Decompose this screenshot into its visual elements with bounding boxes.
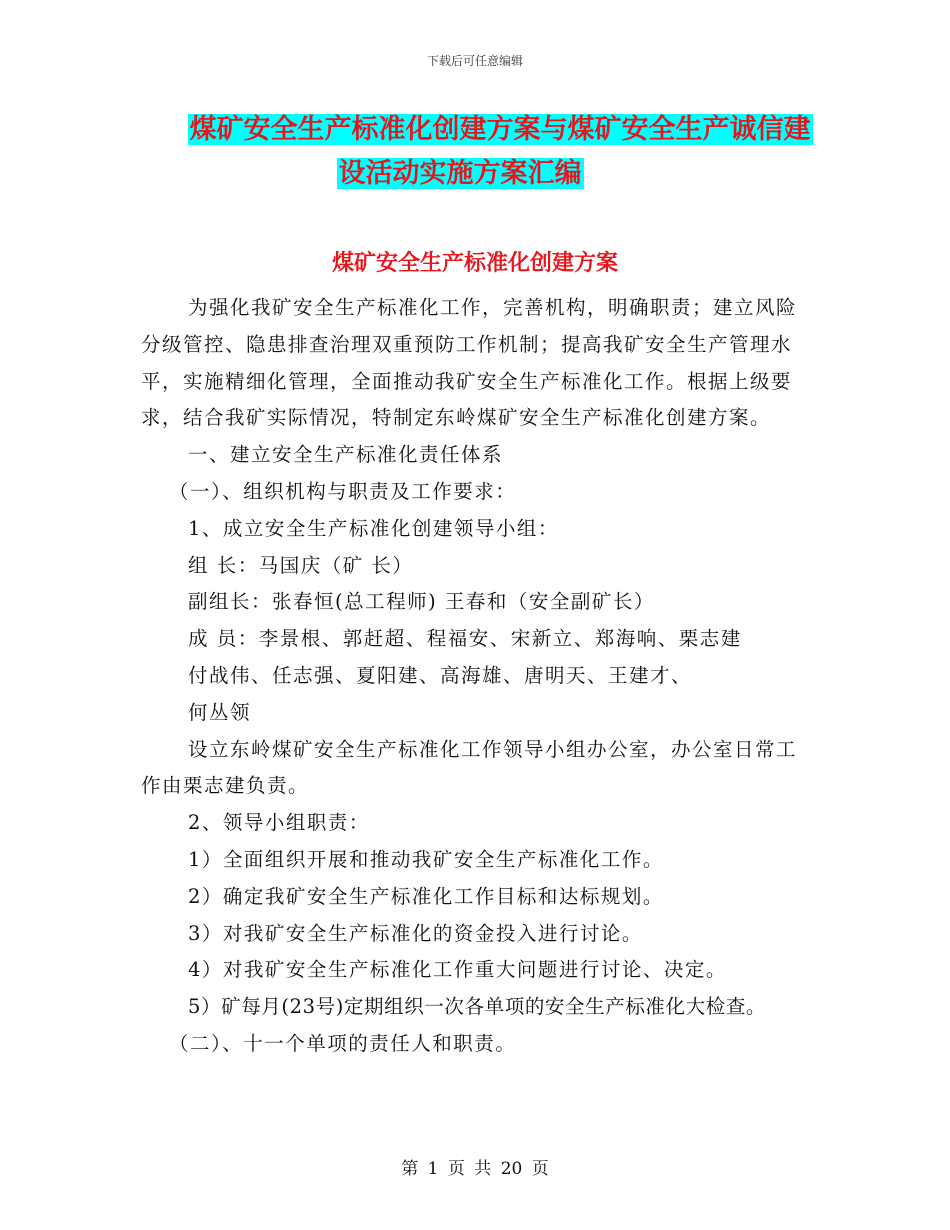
page-header-note: 下载后可任意编辑 [426,54,523,68]
duty-2: 2）确定我矿安全生产标准化工作目标和达标规划。 [188,884,664,908]
duty-4: 4）对我矿安全生产标准化工作重大问题进行讨论、决定。 [188,958,727,982]
title-highlight-2: 设活动实施方案汇编 [338,158,582,189]
intro-paragraph: 为强化我矿安全生产标准化工作，完善机构，明确职责；建立风险分级管控、隐患排查治理双重预防工作机制；提高我矿安全生产管理水平，实施精细化管理，全面推动我矿安全生产标准化工作。根据上级要求，结合我矿实际情况，特制定东岭煤矿安全生产标准化创建方案。 [141,296,798,430]
duty-1: 1）全面组织开展和推动我矿安全生产标准化工作。 [188,847,664,871]
members-line-1: 成 员：李景根、郭赶超、程福安、宋新立、郑海响、栗志建 [188,627,742,651]
leader-line: 组 长：马国庆（矿 长） [188,553,414,577]
document-title-line-2 [0,154,935,194]
heading-eleven-items: （二）、十一个单项的责任人和职责。 [169,1031,517,1055]
section-title: 煤矿安全生产标准化创建方案 [331,251,618,276]
members-line-3: 何丛领 [188,700,252,724]
document-title-line-1 [25,110,950,150]
heading-organization: （一）、组织机构与职责及工作要求： [169,479,517,503]
members-line-2: 付战伟、任志强、夏阳建、高海雄、唐明天、王建才、 [188,663,693,687]
heading-responsibility-system: 一、建立安全生产标准化责任体系 [188,443,504,467]
item-group-duties: 2、领导小组职责： [188,811,370,835]
title-highlight-1: 煤矿安全生产标准化创建方案与煤矿安全生产诚信建 [189,114,811,145]
page-footer: 第 1 页 共 20 页 [401,1159,549,1179]
office-paragraph: 设立东岭煤矿安全生产标准化工作领导小组办公室，办公室日常工作由栗志建负责。 [141,737,798,798]
document-body [141,290,813,1063]
duty-3: 3）对我矿安全生产标准化的资金投入进行讨论。 [188,921,643,945]
duty-5: 5）矿每月(23号)定期组织一次各单项的安全生产标准化大检查。 [188,995,767,1019]
item-leading-group: 1、成立安全生产标准化创建领导小组： [188,516,559,540]
deputy-leader-line: 副组长：张春恒(总工程师) 王春和（安全副矿长） [188,590,655,614]
